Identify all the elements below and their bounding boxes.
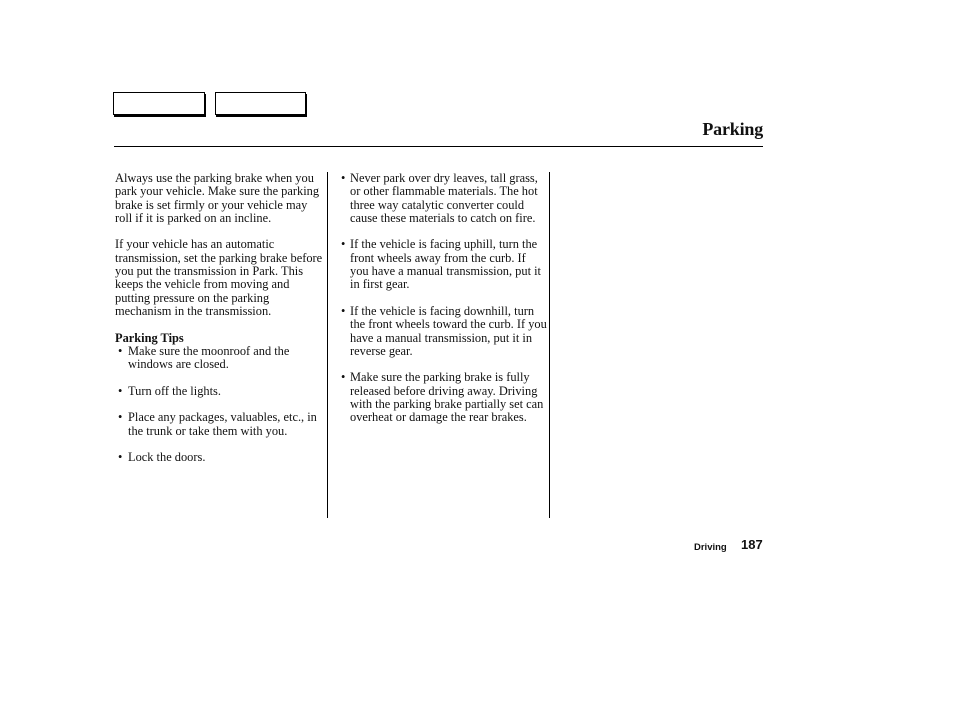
nav-button-previous[interactable] bbox=[113, 92, 205, 115]
bullet-icon: • bbox=[118, 383, 123, 398]
nav-button-next[interactable] bbox=[215, 92, 306, 115]
paragraph: If your vehicle has an automatic transmission, set the parking brake before you put the transmission in Park. This keeps the vehicle from moving and putting pressure on the parking mechanism in the transmission. bbox=[115, 237, 323, 318]
bullet-icon: • bbox=[341, 303, 346, 318]
bullet-icon: • bbox=[118, 343, 123, 358]
text-column-left bbox=[115, 172, 325, 478]
list-item: • Place any packages, valuables, etc., in the trunk or take them with you. bbox=[118, 410, 317, 438]
list-item: • Never park over dry leaves, tall grass, or other flammable materials. The hot three way catalytic converter could cause these materials to catch on fire. bbox=[341, 171, 538, 225]
advice-list bbox=[341, 172, 547, 425]
footer-section-label: Driving bbox=[694, 542, 727, 553]
bullet-icon: • bbox=[118, 410, 123, 425]
list-item: • Make sure the moonroof and the windows are closed. bbox=[118, 343, 290, 372]
list-item: • Turn off the lights. bbox=[118, 383, 221, 398]
list-item: • If the vehicle is facing uphill, turn the front wheels away from the curb. If you have a manual transmission, put it in first gear. bbox=[341, 237, 541, 292]
section-heading: Parking Tips bbox=[115, 330, 184, 345]
bullet-icon: • bbox=[341, 370, 346, 385]
text-column-middle bbox=[341, 172, 547, 438]
list-item: • Make sure the parking brake is fully released before driving away. Driving with the parking brake partially set can overheat or damage the rear brakes. bbox=[341, 370, 544, 425]
paragraph: Always use the parking brake when you park your vehicle. Make sure the parking brake is set firmly or your vehicle may roll if it is parked on an incline. bbox=[115, 171, 320, 225]
page-number: 187 bbox=[741, 537, 763, 552]
title-divider bbox=[114, 146, 763, 147]
column-divider bbox=[327, 172, 328, 518]
tips-list bbox=[115, 345, 325, 465]
page-title: Parking bbox=[702, 119, 763, 139]
column-divider bbox=[549, 172, 550, 518]
list-item: • If the vehicle is facing downhill, turn the front wheels toward the curb. If you have a manual transmission, put it in reverse gear. bbox=[341, 303, 547, 358]
bullet-icon: • bbox=[118, 450, 123, 465]
bullet-icon: • bbox=[341, 237, 346, 252]
list-item: • Lock the doors. bbox=[118, 450, 206, 465]
bullet-icon: • bbox=[341, 171, 346, 185]
